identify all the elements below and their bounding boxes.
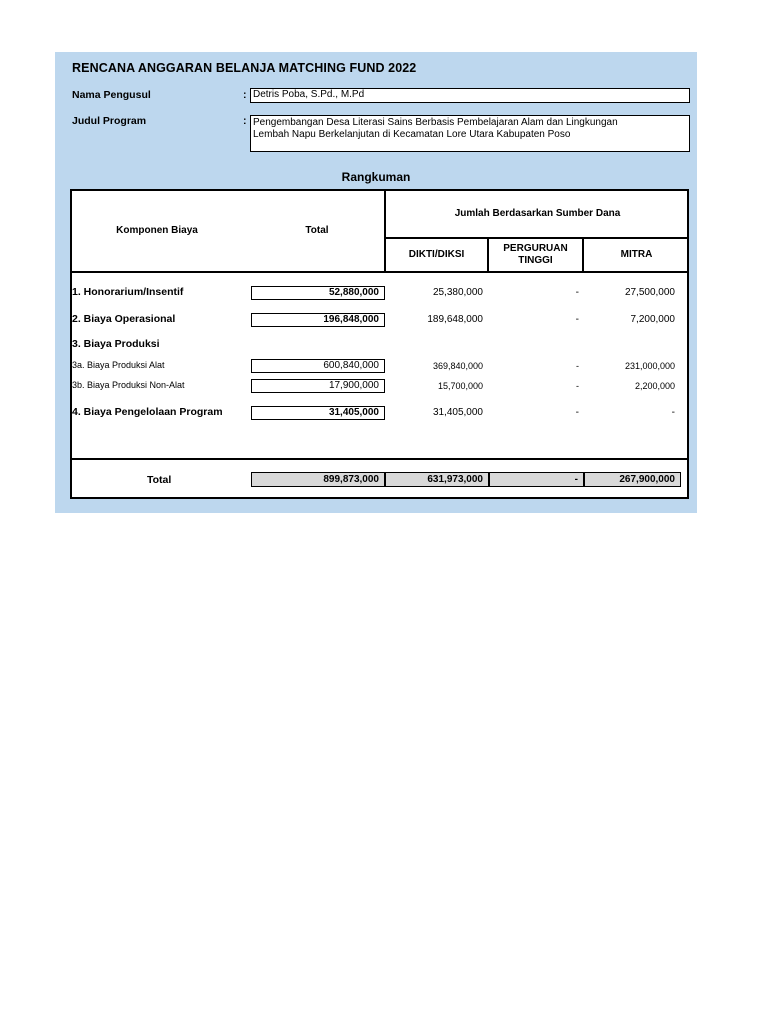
row-label: 2. Biaya Operasional	[72, 313, 176, 325]
row-dikti: 189,648,000	[427, 314, 483, 325]
header-pt	[489, 243, 582, 267]
row-dikti: 369,840,000	[432, 361, 483, 371]
row-label: 1. Honorarium/Insentif	[72, 286, 184, 298]
total-top-line	[72, 458, 689, 460]
header-pt-line1: PERGURUAN	[503, 243, 568, 254]
row-label: 3a. Biaya Produksi Alat	[72, 360, 165, 370]
row-mitra: -	[671, 407, 675, 418]
program-label: Judul Program	[72, 115, 147, 127]
total-label: Total	[147, 474, 172, 486]
row-label: 4. Biaya Pengelolaan Program	[72, 406, 223, 418]
proposer-label: Nama Pengusul	[72, 89, 151, 101]
total-dikti: 631,973,000	[385, 472, 489, 487]
row-dikti: 15,700,000	[437, 381, 483, 391]
program-field[interactable]	[250, 115, 690, 152]
header-component: Komponen Biaya	[116, 225, 198, 236]
row-mitra: 7,200,000	[630, 314, 675, 325]
proposer-value: Detris Poba, S.Pd., M.Pd	[253, 89, 365, 100]
row-mitra: 231,000,000	[624, 361, 675, 371]
program-value-line1: Pengembangan Desa Literasi Sains Berbasis Pembelajaran Alam dan Lingkungan	[253, 117, 618, 128]
program-value-line2: Lembah Napu Berkelanjutan di Kecamatan Lore Utara Kabupaten Poso	[253, 129, 571, 140]
row-mitra: 2,200,000	[634, 381, 675, 391]
header-pt-line2: TINGGI	[518, 255, 553, 266]
header-total: Total	[305, 225, 329, 236]
row-pt: -	[576, 381, 579, 391]
header-mitra: MITRA	[620, 249, 653, 260]
row-label: 3b. Biaya Produksi Non-Alat	[72, 380, 185, 390]
total-sum: 899,873,000	[251, 472, 385, 487]
document-title: RENCANA ANGGARAN BELANJA MATCHING FUND 2022	[72, 61, 417, 75]
proposer-field[interactable]	[250, 88, 690, 103]
summary-title: Rangkuman	[341, 170, 411, 184]
row-total: 196,848,000	[251, 313, 385, 327]
total-mitra: 267,900,000	[584, 472, 681, 487]
row-pt: -	[576, 361, 579, 371]
row-pt: -	[575, 287, 579, 298]
header-divider-h1	[384, 237, 689, 239]
budget-sheet	[55, 52, 697, 513]
header-dikti: DIKTI/DIKSI	[408, 249, 465, 260]
row-pt: -	[575, 407, 579, 418]
row-mitra: 27,500,000	[624, 287, 675, 298]
row-total: 17,900,000	[251, 379, 385, 393]
row-total: 52,880,000	[251, 286, 385, 300]
summary-table	[70, 189, 689, 499]
proposer-colon: :	[243, 89, 247, 101]
total-pt: -	[489, 472, 584, 487]
row-dikti: 31,405,000	[432, 407, 483, 418]
row-total: 31,405,000	[251, 406, 385, 420]
program-colon: :	[243, 115, 247, 127]
header-funding-group: Jumlah Berdasarkan Sumber Dana	[454, 208, 621, 219]
row-label: 3. Biaya Produksi	[72, 338, 160, 350]
row-dikti: 25,380,000	[432, 287, 483, 298]
header-bottom-line	[72, 271, 689, 273]
row-total: 600,840,000	[251, 359, 385, 373]
row-pt: -	[575, 314, 579, 325]
